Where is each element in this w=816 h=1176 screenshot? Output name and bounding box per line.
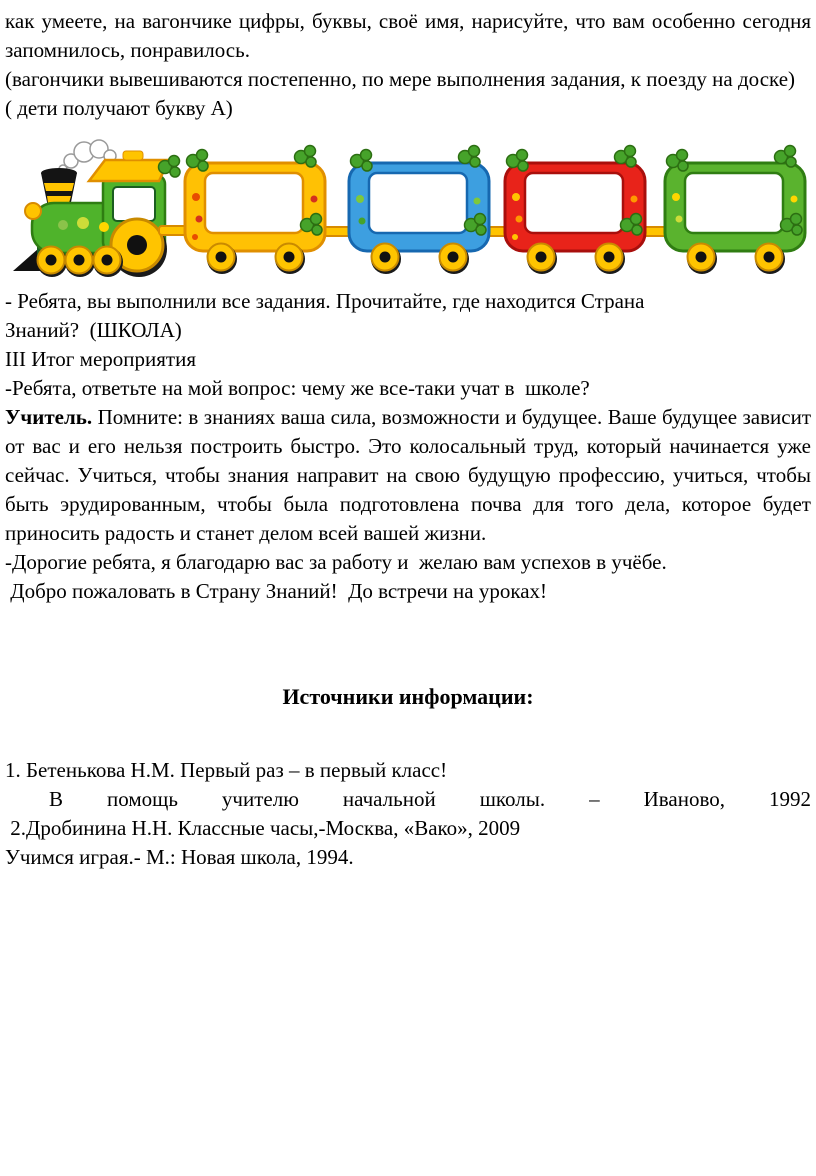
paragraph-note-wagons: (вагончики вывешиваются постепенно, по мере выполнения задания, к поезду на доске) [5, 67, 796, 91]
paragraph-intro: как умеете, на вагончике цифры, буквы, своё имя, нарисуйте, что вам особенно сегодня запомнилось, понравилось. [5, 9, 811, 62]
cab-window [113, 187, 155, 221]
paragraph-dialogue-country: - Ребята, вы выполнили все задания. Прочитайте, где находится Страна Знаний? (ШКОЛА) [5, 289, 645, 342]
chimney [41, 168, 77, 207]
sources-heading: Источники информации: [282, 684, 534, 709]
teacher-label: Учитель. [5, 405, 93, 429]
source-item-3: 2.Дробинина Н.Н. Классные часы,-Москва, «Вако», 2009 [5, 816, 521, 840]
train-svg [7, 137, 807, 279]
wagon-yellow [185, 146, 325, 275]
canopy-knob [123, 151, 143, 160]
train-clipart-image [7, 137, 811, 279]
teacher-speech: Помните: в знаниях ваша сила, возможности и будущее. Ваше будущее зависит от вас и его нельзя построить быстро. Это колосальный труд, который начинается уже сейчас. Учиться, чтобы знания направит на свою будущую профессию, учиться, чтобы быть эрудированным, чтобы была подготовлена почва для того дела, которое будет приносить радость и станет делом всей вашей жизни. [5, 405, 812, 545]
paragraph-teacher [5, 403, 811, 548]
source-item-2: В помощь учителю начальной школы. – Иваново, 1992 [5, 787, 811, 811]
loco-front-knob [25, 203, 41, 219]
paragraph-dialogue-question: -Ребята, ответьте на мой вопрос: чему же все-таки учат в школе? [5, 376, 590, 400]
wagon-green [665, 146, 805, 275]
locomotive [13, 140, 180, 277]
paragraph-section-heading: III Итог мероприятия [5, 347, 196, 371]
loco-canopy [89, 160, 169, 181]
source-item-1: 1. Бетенькова Н.М. Первый раз – в первый класс! [5, 758, 448, 782]
wagon-red [505, 146, 645, 275]
paragraph-note-letter: ( дети получают букву А) [5, 96, 233, 120]
source-item-4: Учимся играя.- М.: Новая школа, 1994. [5, 845, 354, 869]
wagon-blue [349, 146, 489, 275]
paragraph-dialogue-welcome: Добро пожаловать в Страну Знаний! До встречи на уроках! [5, 579, 548, 603]
paragraph-dialogue-thanks: -Дорогие ребята, я благодарю вас за работу и желаю вам успехов в учёбе. [5, 550, 667, 574]
